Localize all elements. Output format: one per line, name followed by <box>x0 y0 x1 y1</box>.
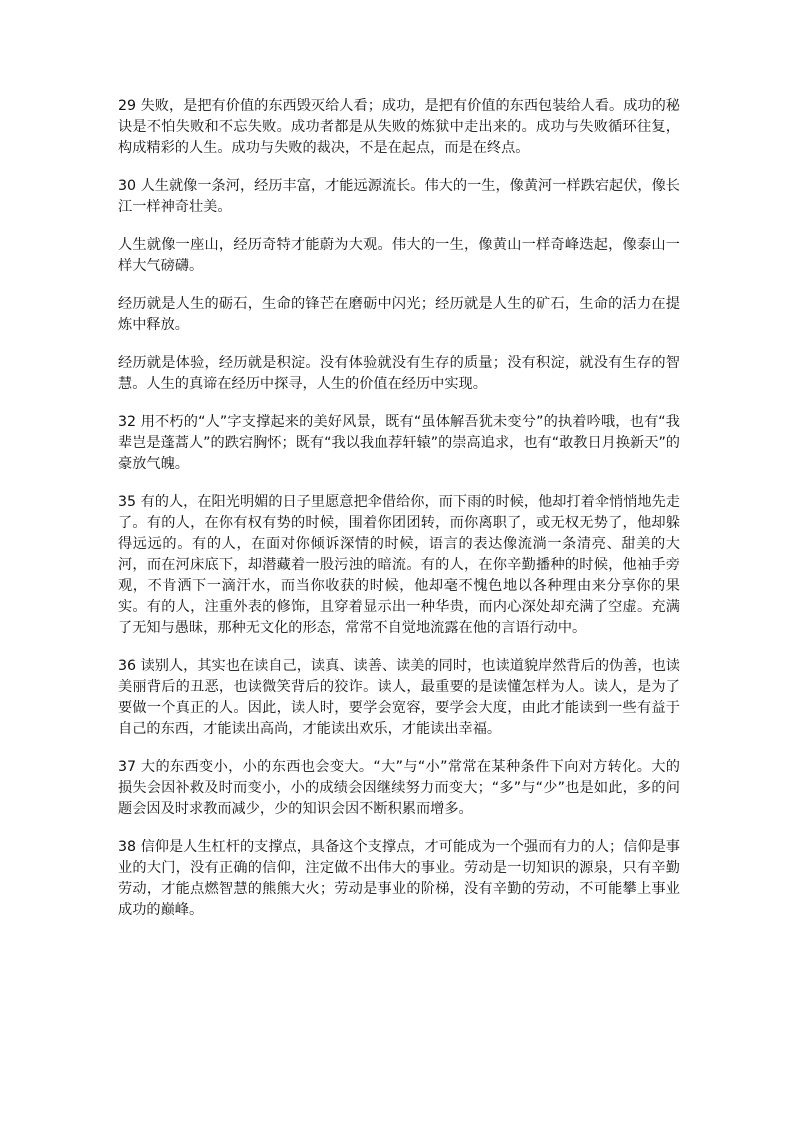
paragraph-32: 32 用不朽的“人”字支撑起来的美好风景，既有“虽体解吾犹未变兮”的执着吟哦，也有“我辈岂是蓬蒿人”的跌宕胸怀；既有“我以我血荐轩辕”的崇高追求，也有“敢教日月换新天”的豪放气魄。 <box>118 414 680 472</box>
paragraph-whetstone: 经历就是人生的砺石，生命的锋芒在磨砺中闪光；经历就是人生的矿石，生命的活力在提炼中释放。 <box>118 296 680 333</box>
paragraph-mountain: 人生就像一座山，经历奇特才能蔚为大观。伟大的一生，像黄山一样奇峰迭起，像泰山一样大气磅礴。 <box>118 237 680 274</box>
paragraph-experience: 经历就是体验，经历就是积淀。没有体验就没有生存的质量；没有积淀，就没有生存的智慧。人生的真谛在经历中探寻，人生的价值在经历中实现。 <box>118 355 680 392</box>
paragraph-38: 38 信仰是人生杠杆的支撑点，具备这个支撑点，才可能成为一个强而有力的人；信仰是事业的大门，没有正确的信仰，注定做不出伟大的事业。劳动是一切知识的源泉，只有辛勤劳动，才能点燃智慧的熊熊大火；劳动是事业的阶梯，没有辛勤的劳动，不可能攀上事业成功的巅峰。 <box>118 839 680 918</box>
paragraph-36: 36 读别人，其实也在读自己，读真、读善、读美的同时，也读道貌岸然背后的伪善，也读美丽背后的丑恶，也读微笑背后的狡诈。读人，最重要的是读懂怎样为人。读人，是为了要做一个真正的人。因此，读人时，要学会宽容，要学会大度，由此才能读到一些有益于自己的东西，才能读出高尚，才能读出欢乐，才能读出幸福。 <box>118 658 680 737</box>
paragraph-30: 30 人生就像一条河，经历丰富，才能远源流长。伟大的一生，像黄河一样跌宕起伏，像长江一样神奇壮美。 <box>118 178 680 215</box>
paragraph-29: 29 失败，是把有价值的东西毁灭给人看；成功，是把有价值的东西包装给人看。成功的秘诀是不怕失败和不忘失败。成功者都是从失败的炼狱中走出来的。成功与失败循环往复，构成精彩的人生。成功与失败的裁决，不是在起点，而是在终点。 <box>118 98 680 156</box>
paragraph-37: 37 大的东西变小，小的东西也会变大。“大”与“小”常常在某种条件下向对方转化。大的损失会因补救及时而变小，小的成绩会因继续努力而变大；“多”与“少”也是如此，多的问题会因及时求教而减少，少的知识会因不断积累而增多。 <box>118 759 680 817</box>
document-page <box>118 96 680 938</box>
paragraph-35: 35 有的人，在阳光明媚的日子里愿意把伞借给你，而下雨的时候，他却打着伞悄悄地先走了。有的人，在你有权有势的时候，围着你团团转，而你离职了，或无权无势了，他却躲得远远的。有的人，在面对你倾诉深情的时候，语言的表达像流淌一条清亮、甜美的大河，而在河床底下，却潜藏着一股污浊的暗流。有的人，在你辛勤播种的时候，他袖手旁观，不肯洒下一滴汗水，而当你收获的时候，他却毫不愧色地以各种理由来分享你的果实。有的人，注重外表的修饰，且穿着显示出一种华贵，而内心深处却充满了空虚。充满了无知与愚昧，那种无文化的形态，常常不自觉地流露在他的言语行动中。 <box>118 494 680 636</box>
